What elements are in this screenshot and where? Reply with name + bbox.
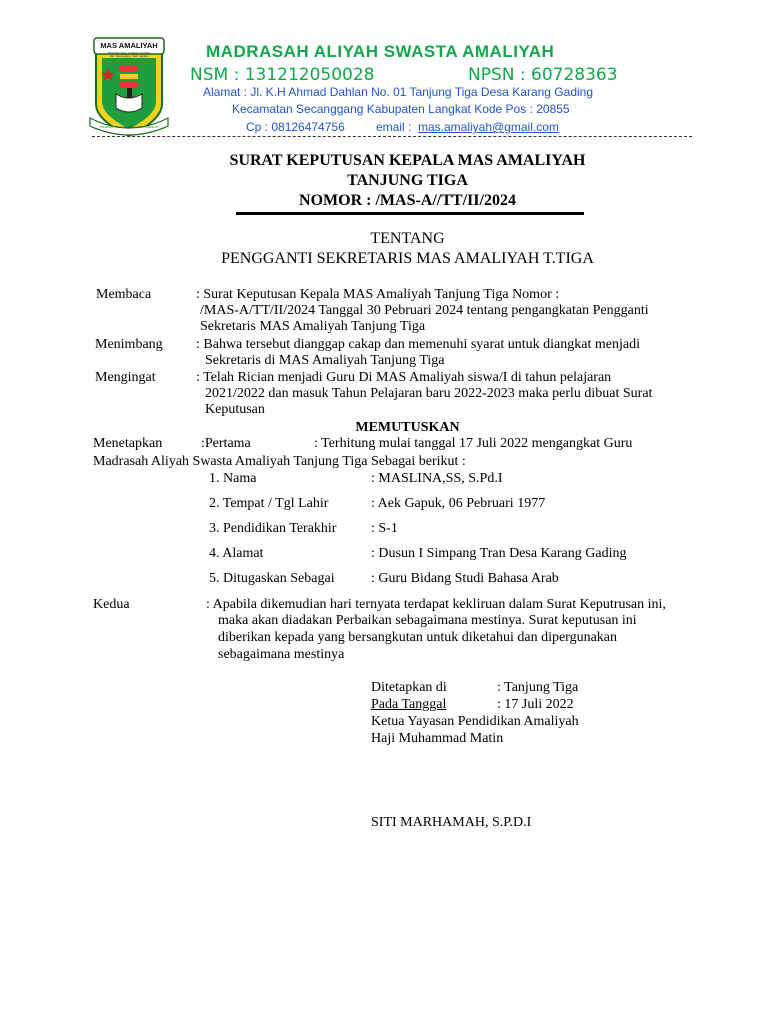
tentang-heading: TENTANG	[370, 230, 445, 247]
school-logo	[86, 36, 172, 140]
yayasan-head-name: Haji Muhammad Matin	[371, 731, 504, 746]
tanggal-value: : 17 Juli 2022	[497, 697, 574, 712]
kedua-line-2: maka akan diadakan Perbaikan sebagaimana mestinya. Surat keputusan ini	[218, 613, 637, 628]
email-link[interactable]: mas.amaliyah@gmail.com	[418, 120, 559, 134]
mengingat-line-3: Keputusan	[205, 402, 265, 417]
tanggal-row	[371, 697, 585, 713]
detail-label: 2. Tempat / Tgl Lahir	[209, 496, 329, 511]
detail-value: : S-1	[371, 521, 398, 536]
membaca-label: Membaca	[96, 287, 152, 302]
mengingat-label: Mengingat	[95, 370, 156, 385]
ditetapkan-label: Ditetapkan di	[371, 680, 447, 695]
logo-subtitle-1: TANJUNG TIGA · KARANG GADING	[107, 52, 151, 55]
detail-label: 3. Pendidikan Terakhir	[209, 521, 337, 536]
detail-label: 1. Nama	[209, 471, 257, 486]
kedua-line-4: sebagaimana mestinya	[218, 647, 345, 662]
detail-value: : MASLINA,SS, S.Pd.I	[371, 471, 503, 486]
pertama-label: :Pertama	[201, 436, 251, 451]
decree-title-line-2: TANJUNG TIGA	[347, 172, 468, 189]
email-label: email :	[376, 120, 412, 134]
kedua-line-3: diberikan kepada yang bersangkutan untuk diketahui dan dipergunakan	[218, 630, 618, 645]
menimbang-label: Menimbang	[95, 337, 163, 352]
title-underline	[236, 212, 584, 215]
address-line-1: Alamat : Jl. K.H Ahmad Dahlan No. 01 Tanjung Tiga Desa Karang Gading	[203, 85, 594, 99]
menetapkan-text-2: Madrasah Aliyah Swasta Amaliyah Tanjung Tiga Sebagai berikut :	[93, 454, 466, 469]
phone-number: Cp : 08126474756	[246, 120, 345, 134]
school-name: MADRASAH ALIYAH SWASTA AMALIYAH	[206, 42, 555, 61]
ditetapkan-value: : Tanjung Tiga	[497, 680, 579, 695]
membaca-line-3: Sekretaris MAS Amaliyah Tanjung Tiga	[200, 319, 426, 334]
mengingat-line-1: : Telah Rician menjadi Guru Di MAS Amaliyah siswa/I di tahun pelajaran	[196, 370, 612, 385]
menimbang-line-1: : Bahwa tersebut dianggap cakap dan memenuhi syarat untuk diangkat menjadi	[196, 337, 640, 352]
decree-title-line-1: SURAT KEPUTUSAN KEPALA MAS AMALIYAH	[229, 152, 586, 169]
npsn-number: NPSN : 60728363	[468, 65, 618, 85]
detail-value: : Guru Bidang Studi Bahasa Arab	[371, 571, 559, 586]
membaca-line-1: : Surat Keputusan Kepala MAS Amaliyah Tanjung Tiga Nomor :	[196, 287, 560, 302]
detail-label: 4. Alamat	[209, 546, 264, 561]
header-divider	[92, 136, 692, 137]
kedua-label: Kedua	[93, 597, 130, 612]
nsm-number: NSM : 131212050028	[190, 65, 375, 85]
logo-title: MAS AMALIYAH	[100, 41, 158, 50]
detail-value: : Aek Gapuk, 06 Pebruari 1977	[371, 496, 546, 511]
menetapkan-label: Menetapkan	[93, 436, 163, 451]
menetapkan-text-1: : Terhitung mulai tanggal 17 Juli 2022 mengangkat Guru	[314, 436, 633, 451]
memutuskan-heading: MEMUTUSKAN	[355, 420, 460, 435]
decree-subject: PENGGANTI SEKRETARIS MAS AMALIYAH T.TIGA	[221, 250, 594, 267]
mengingat-line-2: 2021/2022 dan masuk Tahun Pelajaran baru 2022-2023 maka perlu dibuat Surat	[205, 386, 653, 401]
signer-role: Ketua Yayasan Pendidikan Amaliyah	[371, 714, 579, 729]
kedua-line-1: : Apabila dikemudian hari ternyata terdapat kekliruan dalam Surat Keputrusan ini,	[206, 597, 666, 612]
detail-value: : Dusun I Simpang Tran Desa Karang Gading	[371, 546, 627, 561]
membaca-line-2: /MAS-A/TT/II/2024 Tanggal 30 Pebruari 2024 tentang pengangkatan Pengganti	[200, 303, 649, 318]
logo-ribbon-text: TANJUNG TIGA SECANGGANG LANGKAT	[99, 125, 159, 129]
address-line-2: Kecamatan Secanggang Kabupaten Langkat Kode Pos : 20855	[232, 102, 570, 116]
menimbang-line-2: Sekretaris di MAS Amaliyah Tanjung Tiga	[205, 353, 445, 368]
signer-name: SITI MARHAMAH, S.P.D.I	[371, 815, 532, 830]
logo-subtitle-2: Kec. Secanggang · Kab. Langkat	[109, 55, 149, 58]
tanggal-label: Pada Tanggal	[371, 697, 447, 712]
decree-number: NOMOR : /MAS-A//TT/II/2024	[299, 192, 516, 209]
detail-label: 5. Ditugaskan Sebagai	[209, 571, 335, 586]
